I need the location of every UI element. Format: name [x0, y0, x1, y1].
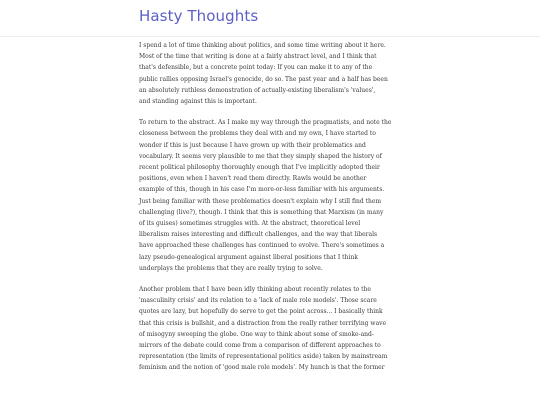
paragraph-line: vocabulary. It seems very plausible to me that they simply shaped the history of	[139, 152, 382, 160]
post-paragraph	[139, 117, 405, 274]
paragraph-line: representation (the limits of representational politics aside) taken by mainstream	[139, 353, 388, 361]
paragraph-line: liberalism raises interesting and difficult challenges, and the way that liberals	[139, 231, 378, 239]
paragraph-line: that this crisis is bullshit, and a distraction from the really rather terrifying wave	[139, 319, 387, 327]
paragraph-line: an absolutely ruthless demonstration of actually-existing liberalism's 'values',	[139, 86, 376, 94]
paragraph-line: that's defensible, but a concrete point today: If you can make it to any of the	[139, 64, 373, 72]
paragraph-line: Most of the time that writing is done at a fairly abstract level, and I think that	[139, 53, 377, 61]
paragraph-line: wonder if this is just because I have grown up with their problematics and	[139, 141, 366, 149]
paragraph-line: I spend a lot of time thinking about politics, and some time writing about it here.	[139, 42, 386, 49]
paragraph-line: 'masculinity crisis' and its relation to a 'lack of male role models'. Those scare	[139, 297, 377, 305]
paragraph-line: recent political philosophy thoroughly enough that I've implicitly adopted their	[139, 164, 380, 172]
paragraph-line: mirrors of the debate could come from a comparison of different approaches to	[139, 342, 381, 350]
paragraph-line: Just being familiar with these problematics doesn't explain why I still find them	[139, 197, 382, 205]
site-header	[0, 0, 540, 37]
paragraph-line: and standing against this is important.	[139, 98, 257, 106]
paragraph-line: positions, even when I haven't read them directly. Rawls would be another	[139, 175, 367, 183]
post-paragraph	[139, 284, 405, 374]
paragraph-line: have approached these challenges has continued to evolve. There's sometimes a	[139, 242, 385, 250]
paragraph-line: challenging (live?), though. I think that this is something that Marxism (in many	[139, 208, 384, 216]
paragraph-line: Another problem that I have been idly thinking about recently relates to the	[139, 286, 371, 294]
paragraph-line: lazy pseudo-genealogical argument against liberal positions that I think	[139, 253, 358, 261]
paragraph-line: of its guises) sometimes struggles with. At the abstract, theoretical level	[139, 220, 361, 228]
post-body	[139, 40, 405, 384]
paragraph-line: public rallies opposing Israel's genocide, do so. The past year and a half has been	[139, 75, 388, 83]
paragraph-line: underplays the problems that they are really trying to solve.	[139, 264, 323, 272]
paragraph-line: example of this, though in his case I'm more-or-less familiar with his arguments.	[139, 186, 385, 194]
post-paragraph	[139, 40, 405, 107]
paragraph-line: feminism and the notion of 'good male role models'. My hunch is that the former	[139, 364, 385, 372]
paragraph-line: quotes are lazy, but hopefully do serve to get the point across... I basically think	[139, 308, 383, 316]
paragraph-line: closeness between the problems they deal with and my own, I have started to	[139, 130, 376, 138]
paragraph-line: of misogyny sweeping the globe. One way to think about some of smoke-and-	[139, 330, 374, 338]
paragraph-line: To return to the abstract. As I make my way through the pragmatists, and note the	[139, 119, 392, 127]
site-title-link[interactable]: Hasty Thoughts	[139, 7, 259, 25]
